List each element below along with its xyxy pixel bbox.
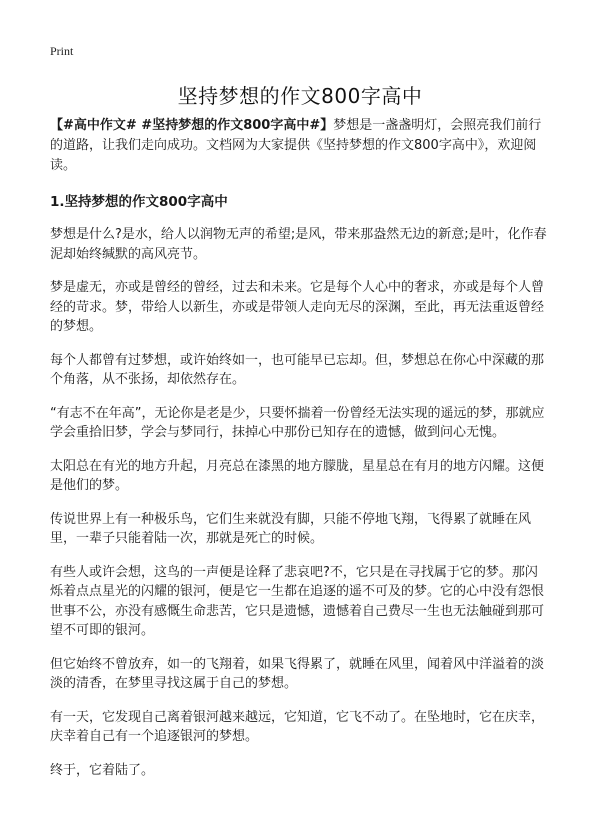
document-title: 坚持梦想的作文800字高中: [177, 84, 423, 108]
paragraph: 有一天，它发现自己离着银河越来越远，它知道，它飞不动了。在坠地时，它在庆幸，庆幸着自己有一个追逐银河的梦想。: [50, 709, 545, 744]
paragraph: 梦想是什么?是水，给人以润物无声的希望;是风，带来那盎然无边的新意;是叶，化作春泥却始终缄默的高风亮节。: [50, 227, 547, 262]
paragraph: “有志不在年高”，无论你是老是少，只要怀揣着一份曾经无法实现的遥远的梦，那就应学会重拾旧梦，学会与梦同行，抹掉心中那份已知存在的遗憾，做到问心无愧。: [50, 405, 545, 440]
paragraph: 但它始终不曾放弃，如一的飞翔着，如果飞得累了，就睡在风里，闻着风中洋溢着的淡淡的清香，在梦里寻找这属于自己的梦想。: [50, 656, 545, 691]
section-heading: 1.坚持梦想的作文800字高中: [50, 194, 228, 210]
intro-text: 梦想是一盏盏明灯，会照亮我们前行的道路，让我们走向成功。文档网为大家提供《坚持梦想的作文800字高中》，欢迎阅读。: [50, 118, 542, 173]
document-body: [50, 116, 550, 794]
paragraph: 每个人都曾有过梦想，或许始终如一，也可能早已忘却。但，梦想总在你心中深藏的那个角落，从不张扬，却依然存在。: [50, 352, 545, 387]
paragraph: 终于，它着陆了。: [50, 762, 155, 778]
paragraph: 梦是虚无，亦或是曾经的曾经，过去和未来。它是每个人心中的奢求，亦或是每个人曾经的苛求。梦，带给人以新生，亦或是带领人走向无尽的深渊，至此，再无法重返曾经的梦想。: [50, 280, 545, 334]
intro-tags: 【#高中作文# #坚持梦想的作文800字高中#】: [50, 118, 334, 133]
paragraph: 太阳总在有光的地方升起，月亮总在漆黑的地方朦胧，星星总在有月的地方闪耀。这便是他们的梦。: [50, 458, 545, 493]
paragraph: 传说世界上有一种极乐鸟，它们生来就没有脚，只能不停地飞翔，飞得累了就睡在风里，一辈子只能着陆一次，那就是死亡的时候。: [50, 511, 532, 546]
intro-paragraph: [50, 116, 550, 176]
paragraph: 有些人或许会想，这鸟的一声便是诠释了悲哀吧?不，它只是在寻找属于它的梦。那闪烁着点点星光的闪耀的银河，便是它一生都在追逐的遥不可及的梦。它的心中没有怨恨世事不公，亦没有感慨生命悲苦，它只是遗憾，遗憾着自己费尽一生也无法触碰到那可望不可即的银河。: [50, 564, 545, 638]
print-label: Print: [50, 44, 74, 58]
